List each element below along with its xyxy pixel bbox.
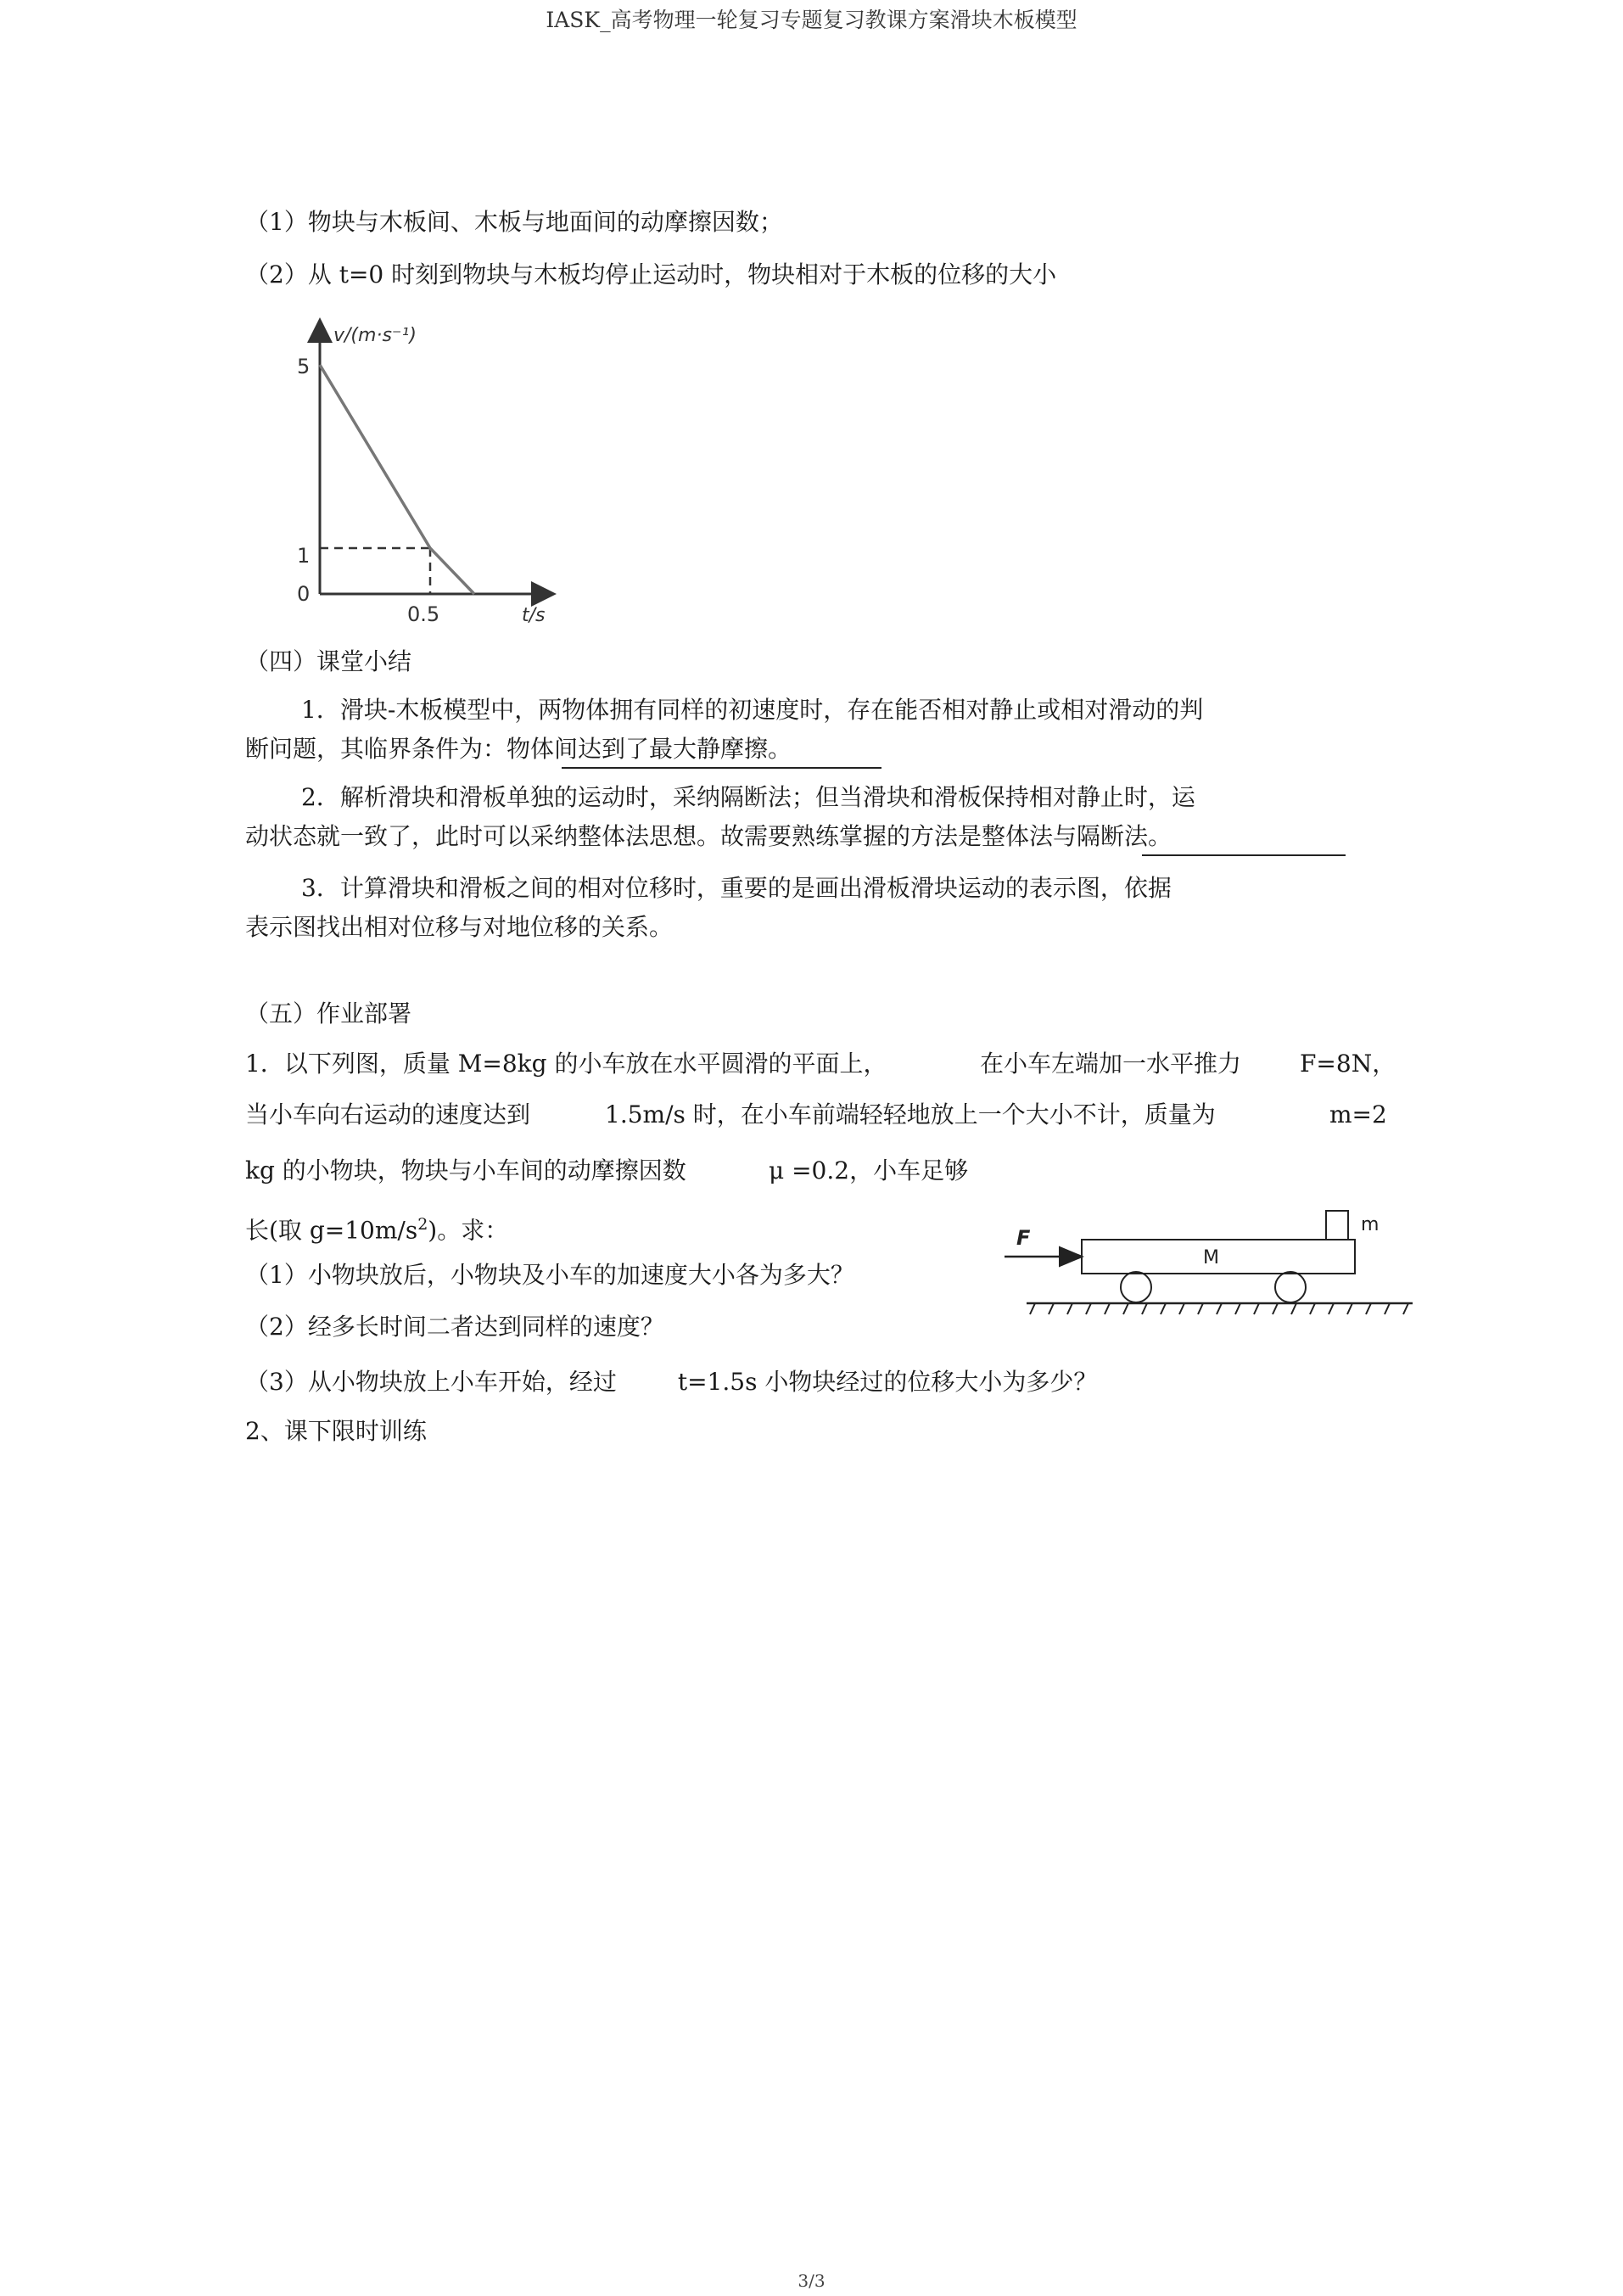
summary-p3-line2: 表示图找出相对位移与对地位移的关系。 — [245, 913, 674, 941]
summary-p1-line2-text: 断问题，其临界条件为： — [245, 735, 507, 763]
summary-p1-answer: 物体间达到了最大静摩擦。 — [506, 735, 792, 763]
answer-underline-1 — [562, 767, 881, 769]
small-block — [1326, 1211, 1348, 1240]
homework-line-3b: μ =0.2，小车足够 — [769, 1156, 969, 1184]
homework-line-2c: m=2 — [1329, 1100, 1387, 1128]
summary-p2-line1: 2．解析滑块和滑板单独的运动时，采纳隔断法；但当滑块和滑板保持相对静止时，运 — [301, 783, 1195, 811]
x-axis-label: t/s — [522, 605, 546, 626]
y-tick-label-5: 5 — [297, 355, 311, 378]
answer-underline-2 — [1142, 854, 1346, 856]
homework-q2: （2）经多长时间二者达到同样的速度？ — [245, 1313, 664, 1341]
homework-q1: （1）小物块放后，小物块及小车的加速度大小各为多大？ — [245, 1261, 854, 1289]
question-1: （1）物块与木板间、木板与地面间的动摩擦因数； — [245, 208, 783, 236]
page-header-title: IASK_高考物理一轮复习专题复习教课方案滑块木板模型 — [546, 8, 1077, 32]
homework-line-2a: 当小车向右运动的速度达到 — [245, 1100, 531, 1128]
homework-line-1c: F=8N， — [1300, 1050, 1396, 1078]
velocity-line — [320, 365, 474, 594]
y-axis-label: v/(m·s⁻¹) — [333, 325, 417, 346]
summary-p2-line2 — [245, 822, 1172, 851]
homework-line-4 — [245, 1210, 508, 1245]
vt-chart — [280, 305, 585, 636]
x-tick-label-0-5: 0.5 — [407, 602, 440, 626]
homework-q3-text: （3）从小物块放上小车开始，经过 — [245, 1368, 617, 1396]
homework-heading: （五）作业部署 — [245, 1000, 412, 1028]
homework-q3-time: t=1.5s 小物块经过的位移大小为多少？ — [677, 1368, 1098, 1396]
y-tick-label-0: 0 — [297, 582, 311, 606]
question-2: （2）从 t=0 时刻到物块与木板均停止运动时，物块相对于木板的位移的大小 — [245, 260, 1057, 288]
homework-line-1b: 在小车左端加一水平推力 — [980, 1050, 1242, 1078]
ground-hatching — [1030, 1303, 1408, 1314]
homework-line-3a: kg 的小物块，物块与小车间的动摩擦因数 — [245, 1156, 686, 1184]
summary-heading: （四）课堂小结 — [245, 647, 412, 675]
y-tick-label-1: 1 — [297, 544, 311, 568]
page-number: 3/3 — [798, 2271, 825, 2291]
homework-line-4-end: )。求： — [428, 1216, 509, 1245]
cart-wheel-right — [1275, 1272, 1306, 1302]
cart-diagram — [1001, 1201, 1417, 1328]
homework-line-4-text: 长(取 g=10m/s — [245, 1216, 418, 1245]
summary-p1-line1: 1．滑块-木板模型中，两物体拥有同样的初速度时，存在能否相对静止或相对滑动的判 — [301, 696, 1204, 724]
homework-q3 — [245, 1368, 1097, 1397]
cart-label: M — [1203, 1247, 1219, 1268]
summary-p1-line2 — [245, 735, 792, 764]
summary-p2-answer: 隔断法。 — [1077, 822, 1172, 850]
summary-p3-line1: 3．计算滑块和滑板之间的相对位移时，重要的是画出滑板滑块运动的表示图，依据 — [301, 874, 1172, 902]
cart-wheel-left — [1121, 1272, 1151, 1302]
block-label: m — [1361, 1214, 1380, 1235]
force-label: F — [1016, 1226, 1031, 1250]
summary-p2-line2-text: 动状态就一致了，此时可以采纳整体法思想。故需要熟练掌握的方法是整体法与 — [245, 822, 1077, 850]
homework-line-2b: 1.5m/s 时，在小车前端轻轻地放上一个大小不计，质量为 — [605, 1100, 1216, 1128]
homework-line-1a: 1．以下列图，质量 M=8kg 的小车放在水平圆滑的平面上， — [245, 1050, 887, 1078]
homework-q4: 2、课下限时训练 — [245, 1417, 427, 1445]
superscript-2: 2 — [417, 1215, 428, 1234]
